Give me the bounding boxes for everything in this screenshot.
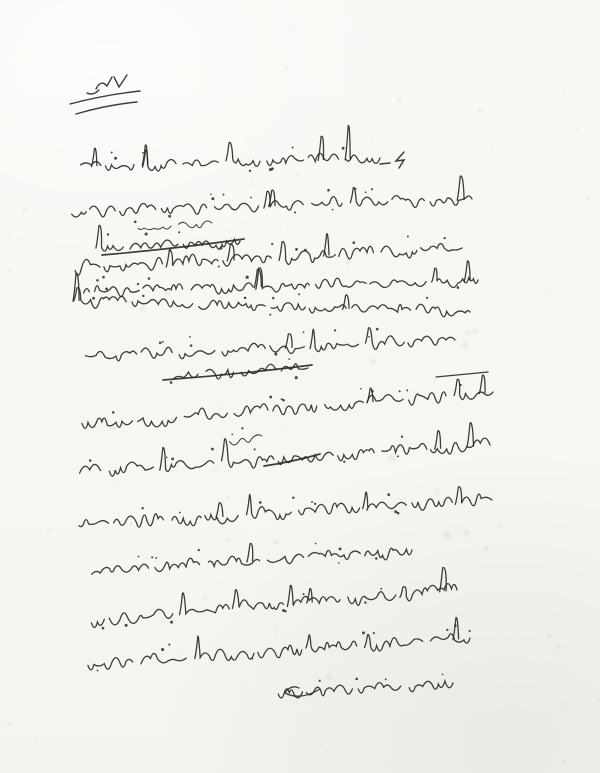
handwriting-stroke bbox=[88, 634, 470, 670]
noise-speck bbox=[273, 539, 279, 545]
noise-speck bbox=[563, 760, 567, 764]
noise-speck bbox=[273, 70, 276, 73]
noise-speck bbox=[370, 358, 377, 365]
handwritten-line-5 bbox=[73, 273, 470, 317]
ink-dot bbox=[114, 157, 117, 160]
ink-dot bbox=[288, 358, 290, 360]
noise-speck bbox=[475, 400, 477, 402]
mark-stroke bbox=[114, 75, 127, 87]
ink-dot bbox=[371, 188, 373, 190]
mark-stroke bbox=[380, 163, 390, 164]
ink-dot bbox=[102, 627, 105, 630]
ink-dot bbox=[397, 512, 400, 515]
ink-dot bbox=[246, 276, 249, 279]
ink-dot bbox=[155, 557, 157, 559]
handwriting-stroke bbox=[85, 328, 455, 361]
noise-speck bbox=[325, 673, 333, 681]
ink-dot bbox=[271, 243, 273, 245]
ink-dot bbox=[282, 399, 285, 402]
noise-speck bbox=[184, 406, 187, 409]
ink-dot bbox=[342, 147, 345, 150]
ascender-stroke bbox=[435, 431, 441, 449]
handwritten-line-6 bbox=[85, 328, 455, 361]
ascender-stroke bbox=[363, 492, 368, 508]
noise-speck bbox=[285, 66, 289, 70]
ink-dot bbox=[211, 448, 214, 451]
noise-speck bbox=[257, 547, 259, 549]
noise-speck bbox=[586, 195, 592, 201]
noise-speck bbox=[309, 512, 313, 516]
handwritten-line-13 bbox=[278, 673, 453, 698]
ink-dot bbox=[272, 297, 274, 299]
noise-speck bbox=[361, 634, 366, 639]
ascender-stroke bbox=[479, 375, 485, 393]
noise-speck bbox=[573, 125, 580, 132]
noise-speck bbox=[46, 513, 48, 515]
ink-dot bbox=[96, 279, 99, 282]
ink-dot bbox=[319, 680, 321, 682]
ink-dot bbox=[250, 197, 252, 199]
ink-dot bbox=[304, 249, 307, 252]
noise-speck bbox=[434, 488, 441, 495]
ink-dot bbox=[327, 189, 330, 192]
noise-speck bbox=[560, 88, 567, 95]
noise-speck bbox=[274, 629, 278, 633]
mark-stroke bbox=[396, 152, 404, 168]
ink-dot bbox=[170, 621, 173, 624]
noise-speck bbox=[294, 29, 297, 32]
noise-speck bbox=[47, 529, 50, 532]
noise-speck bbox=[384, 297, 387, 300]
handwriting-stroke bbox=[81, 142, 380, 171]
ink-dot bbox=[303, 331, 305, 333]
ink-dot bbox=[249, 170, 251, 172]
ink-dot bbox=[394, 510, 397, 513]
mark-stroke bbox=[87, 90, 99, 94]
noise-speck bbox=[370, 557, 373, 560]
ink-dot bbox=[254, 448, 256, 450]
noise-speck bbox=[463, 530, 470, 537]
ink-dot bbox=[385, 678, 387, 680]
noise-speck bbox=[34, 736, 37, 739]
ink-dot bbox=[169, 249, 172, 252]
ink-dot bbox=[295, 376, 298, 379]
ink-dot bbox=[211, 197, 214, 200]
noise-speck bbox=[216, 451, 217, 452]
noise-speck bbox=[269, 207, 271, 209]
ink-dot bbox=[397, 455, 399, 457]
noise-speck bbox=[371, 137, 374, 140]
noise-speck bbox=[227, 496, 231, 500]
ink-dot bbox=[105, 288, 108, 291]
page-number-mark bbox=[70, 75, 140, 114]
ink-dot bbox=[292, 496, 294, 498]
ink-dot bbox=[161, 648, 164, 651]
noise-speck bbox=[546, 633, 552, 639]
ink-dot bbox=[371, 390, 374, 393]
noise-speck bbox=[388, 454, 395, 461]
ink-dot bbox=[303, 593, 305, 595]
ink-dot bbox=[292, 147, 294, 149]
ink-dot bbox=[376, 328, 379, 331]
mark-stroke bbox=[70, 91, 140, 104]
ink-dot bbox=[352, 241, 355, 244]
ink-dot bbox=[373, 632, 375, 634]
ink-dot bbox=[244, 297, 247, 300]
noise-speck bbox=[477, 107, 483, 113]
noise-speck bbox=[443, 532, 451, 540]
noise-speck bbox=[497, 523, 502, 528]
ink-dot bbox=[168, 644, 170, 646]
ink-dot bbox=[107, 233, 109, 235]
ink-dot bbox=[375, 557, 378, 560]
handwritten-insertion-2 bbox=[230, 427, 262, 445]
handwriting-stroke bbox=[84, 268, 478, 297]
noise-speck bbox=[116, 485, 118, 487]
ascender-stroke bbox=[247, 544, 253, 562]
noise-speck bbox=[190, 728, 191, 729]
noise-speck bbox=[225, 537, 231, 543]
ink-dot bbox=[355, 188, 357, 190]
noise-speck bbox=[397, 570, 400, 573]
noise-speck bbox=[179, 180, 180, 181]
ink-dot bbox=[89, 459, 92, 462]
handwritten-line-12 bbox=[88, 617, 471, 671]
ink-dot bbox=[190, 344, 193, 347]
ink-dot bbox=[137, 283, 139, 285]
ink-dot bbox=[380, 588, 382, 590]
ink-dot bbox=[457, 286, 460, 289]
handwritten-line-3 bbox=[75, 234, 462, 276]
ink-dot bbox=[387, 493, 390, 496]
ink-dot bbox=[362, 631, 365, 634]
ink-dot bbox=[141, 507, 143, 509]
handwritten-line-7 bbox=[82, 372, 493, 428]
ink-dot bbox=[298, 293, 300, 295]
noise-speck bbox=[140, 306, 147, 313]
noise-speck bbox=[24, 575, 26, 577]
item-number-mark bbox=[380, 152, 404, 168]
ink-dot bbox=[355, 678, 358, 681]
handwritten-line-8 bbox=[80, 423, 490, 476]
handwritten-line-1 bbox=[81, 126, 380, 172]
ascender-stroke bbox=[227, 245, 234, 261]
ink-dot bbox=[92, 297, 95, 300]
mark-stroke bbox=[436, 372, 488, 377]
handwritten-line-11 bbox=[91, 568, 457, 630]
noise-speck bbox=[472, 328, 478, 334]
ink-dot bbox=[145, 232, 148, 235]
ink-dot bbox=[401, 436, 403, 438]
ink-dot bbox=[274, 353, 277, 356]
noise-speck bbox=[7, 722, 11, 726]
noise-speck bbox=[555, 644, 561, 650]
ink-dot bbox=[178, 231, 180, 233]
ink-dot bbox=[365, 191, 367, 193]
noise-speck bbox=[596, 698, 599, 701]
ascender-stroke bbox=[216, 503, 223, 517]
ink-dot bbox=[179, 512, 181, 514]
noise-speck bbox=[246, 137, 250, 141]
noise-speck bbox=[489, 492, 494, 497]
mark-stroke bbox=[96, 77, 112, 89]
noise-speck bbox=[561, 701, 566, 706]
ink-dot bbox=[332, 209, 334, 211]
noise-speck bbox=[8, 269, 12, 273]
ink-dot bbox=[112, 411, 115, 414]
ink-dot bbox=[295, 248, 298, 251]
ink-dot bbox=[220, 247, 223, 250]
noise-speck bbox=[454, 402, 459, 407]
handwriting-stroke bbox=[79, 487, 492, 527]
ascender-stroke bbox=[73, 273, 79, 301]
ink-dot bbox=[442, 673, 444, 675]
scan-noise bbox=[7, 29, 600, 764]
ink-dot bbox=[241, 427, 243, 429]
ink-dot bbox=[364, 601, 366, 603]
ink-dot bbox=[111, 152, 113, 154]
ink-dot bbox=[138, 556, 140, 558]
noise-speck bbox=[491, 146, 494, 149]
ink-dot bbox=[223, 194, 225, 196]
noise-speck bbox=[58, 432, 59, 433]
ink-dot bbox=[368, 336, 370, 338]
ascender-stroke bbox=[285, 334, 292, 348]
ink-dot bbox=[443, 237, 445, 239]
ink-dot bbox=[159, 341, 162, 344]
noise-speck bbox=[31, 383, 34, 386]
ascender-stroke bbox=[453, 617, 459, 639]
noise-speck bbox=[295, 172, 299, 176]
ink-dot bbox=[168, 215, 171, 218]
ink-dot bbox=[360, 388, 362, 390]
ink-dot bbox=[315, 543, 317, 545]
noise-speck bbox=[448, 626, 453, 631]
noise-speck bbox=[447, 553, 450, 556]
noise-speck bbox=[345, 259, 351, 265]
handwriting-stroke bbox=[91, 584, 457, 628]
noise-speck bbox=[248, 182, 255, 189]
noise-speck bbox=[353, 747, 354, 748]
noise-speck bbox=[326, 210, 328, 212]
ink-dot bbox=[171, 458, 174, 461]
noise-speck bbox=[229, 237, 232, 240]
ink-dot bbox=[189, 336, 191, 338]
handwritten-insertion-1 bbox=[134, 215, 212, 234]
noise-speck bbox=[22, 207, 28, 213]
ink-dot bbox=[269, 314, 271, 316]
noise-speck bbox=[320, 270, 325, 275]
noise-speck bbox=[326, 748, 330, 752]
handwriting-stroke bbox=[230, 435, 262, 445]
ascender-stroke bbox=[92, 148, 97, 166]
ink-dot bbox=[142, 152, 144, 154]
ink-dot bbox=[294, 211, 296, 213]
ink-dot bbox=[271, 167, 274, 170]
ascender-stroke bbox=[324, 234, 329, 256]
handwritten-line-9 bbox=[79, 487, 492, 527]
ascender-stroke bbox=[457, 176, 464, 200]
ascender-stroke bbox=[467, 423, 474, 447]
handwritten-line-2 bbox=[72, 176, 472, 217]
handwriting-stroke bbox=[80, 438, 490, 476]
noise-speck bbox=[337, 709, 340, 712]
noise-speck bbox=[212, 466, 219, 473]
ink-dot bbox=[406, 389, 408, 391]
ink-dot bbox=[142, 295, 144, 297]
handwritten-struck-2 bbox=[163, 358, 312, 384]
noise-speck bbox=[129, 522, 132, 525]
noise-speck bbox=[498, 30, 500, 32]
ascender-stroke bbox=[345, 126, 350, 160]
ink-dot bbox=[407, 236, 409, 238]
ink-dot bbox=[314, 503, 316, 505]
ink-dot bbox=[251, 657, 253, 659]
noise-speck bbox=[8, 236, 11, 239]
ink-dot bbox=[339, 547, 342, 550]
ink-dot bbox=[148, 277, 151, 280]
ink-dot bbox=[469, 630, 471, 632]
ink-dot bbox=[284, 610, 286, 612]
ink-dot bbox=[97, 669, 99, 671]
ink-dot bbox=[162, 341, 164, 343]
noise-speck bbox=[396, 98, 402, 104]
ink-dot bbox=[454, 624, 457, 627]
ink-dot bbox=[343, 461, 345, 463]
handwriting-stroke bbox=[82, 379, 493, 428]
ink-dot bbox=[269, 396, 272, 399]
handwriting-stroke bbox=[75, 242, 462, 276]
ink-dot bbox=[231, 433, 233, 435]
handwritten-line-10 bbox=[92, 543, 412, 575]
noise-speck bbox=[461, 342, 469, 350]
noise-speck bbox=[554, 125, 555, 126]
noise-speck bbox=[483, 546, 489, 552]
noise-speck bbox=[182, 649, 184, 651]
noise-speck bbox=[286, 429, 289, 432]
noise-speck bbox=[218, 405, 222, 409]
ink-dot bbox=[334, 329, 336, 331]
strikethrough-stroke bbox=[163, 365, 312, 380]
handwriting-stroke bbox=[138, 221, 212, 230]
noise-speck bbox=[546, 290, 552, 296]
ink-dot bbox=[134, 220, 137, 223]
ink-dot bbox=[210, 194, 212, 196]
ink-dot bbox=[446, 629, 448, 631]
ink-dot bbox=[102, 276, 105, 279]
noise-speck bbox=[202, 595, 208, 601]
ink-dot bbox=[198, 549, 200, 551]
ink-dot bbox=[218, 266, 220, 268]
noise-speck bbox=[287, 229, 289, 231]
ink-dot bbox=[151, 556, 153, 558]
ink-dot bbox=[459, 384, 461, 386]
handwriting-stroke bbox=[92, 548, 412, 574]
mark-stroke bbox=[76, 102, 137, 114]
ink-dot bbox=[125, 624, 128, 627]
ink-dot bbox=[166, 457, 168, 459]
noise-speck bbox=[18, 32, 20, 34]
noise-speck bbox=[164, 388, 166, 390]
ink-dot bbox=[170, 381, 173, 384]
noise-speck bbox=[225, 568, 227, 570]
ink-dot bbox=[259, 501, 262, 504]
ink-dot bbox=[426, 297, 428, 299]
ink-dot bbox=[399, 390, 401, 392]
noise-speck bbox=[465, 330, 472, 337]
ink-dot bbox=[311, 501, 313, 503]
handwritten-line-4 bbox=[84, 261, 478, 300]
noise-speck bbox=[581, 222, 583, 224]
ink-dot bbox=[338, 562, 340, 564]
